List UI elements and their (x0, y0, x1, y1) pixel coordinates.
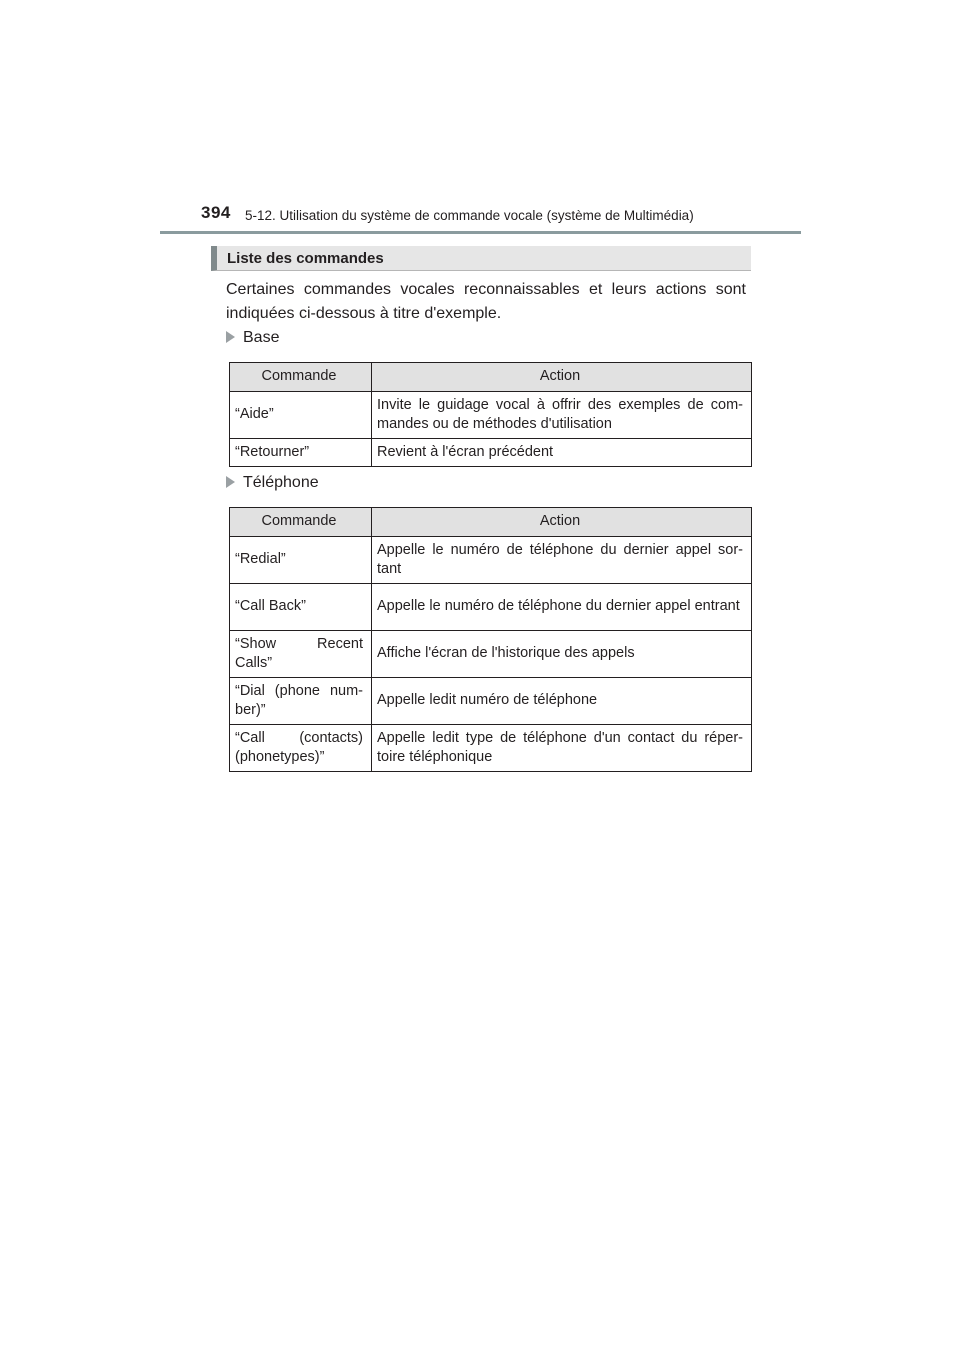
table-row (230, 631, 752, 678)
command-cell: “Call (contacts) (phonetypes)” (230, 725, 372, 772)
action-cell: Appelle le numéro de téléphone du dernier appel entrant (372, 584, 752, 631)
table-row (230, 678, 752, 725)
command-cell: “Call Back” (230, 584, 372, 631)
column-header-action: Action (372, 363, 752, 392)
column-header-commande: Commande (230, 363, 372, 392)
column-header-action: Action (372, 508, 752, 537)
table-row (230, 537, 752, 584)
section-title-bar (211, 246, 751, 271)
command-cell: “Retourner” (230, 439, 372, 467)
column-header-commande: Commande (230, 508, 372, 537)
action-cell: Appelle le numéro de téléphone du dernier appel sor-tant (372, 537, 752, 584)
subheading-label: Base (243, 329, 280, 346)
page-number: 394 (201, 203, 231, 222)
triangle-bullet-icon (226, 331, 235, 343)
table-row (230, 392, 752, 439)
command-cell: “Aide” (230, 392, 372, 439)
header-rule (160, 231, 801, 234)
subheading-label: Téléphone (243, 474, 319, 491)
action-cell: Invite le guidage vocal à offrir des exemples de com-mandes ou de méthodes d'utilisation (372, 392, 752, 439)
command-cell: “Redial” (230, 537, 372, 584)
action-cell: Appelle ledit numéro de téléphone (372, 678, 752, 725)
action-cell: Affiche l'écran de l'historique des appels (372, 631, 752, 678)
table-row (230, 439, 752, 467)
intro-paragraph: Certaines commandes vocales reconnaissables et leurs actions sont indiquées ci-dessous à titre d'exemple. (226, 281, 746, 322)
action-cell: Revient à l'écran précédent (372, 439, 752, 467)
subheading-telephone (226, 474, 319, 492)
section-title: Liste des commandes (227, 250, 384, 267)
table-row (230, 584, 752, 631)
table-header-row (230, 508, 752, 537)
subheading-base (226, 329, 279, 347)
action-cell: Appelle ledit type de téléphone d'un contact du réper-toire téléphonique (372, 725, 752, 772)
running-header: 5-12. Utilisation du système de commande vocale (système de Multimédia) (245, 208, 694, 223)
base-commands-table (229, 362, 752, 467)
command-cell: “Show Recent Calls” (230, 631, 372, 678)
table-row (230, 725, 752, 772)
telephone-commands-table (229, 507, 752, 772)
command-cell: “Dial (phone num-ber)” (230, 678, 372, 725)
triangle-bullet-icon (226, 476, 235, 488)
table-header-row (230, 363, 752, 392)
